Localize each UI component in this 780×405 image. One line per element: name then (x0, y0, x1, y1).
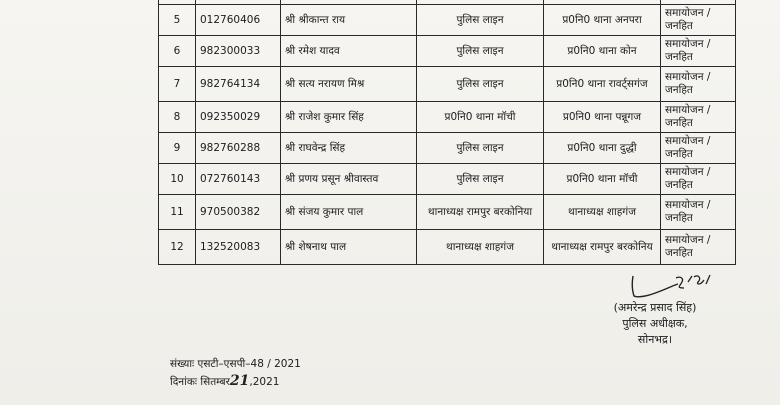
serial-number-cell: 7 (159, 67, 196, 102)
id-number-cell: 970500382 (196, 195, 281, 230)
to-post-cell: प्र0नि0 थाना मॉची (544, 164, 661, 195)
remark-cell (661, 36, 736, 67)
remark-line-2: जनहित (665, 179, 693, 191)
remark-cell (661, 133, 736, 164)
remark-cell (661, 102, 736, 133)
officer-name-cell: श्री संजय कुमार पाल (281, 195, 417, 230)
from-post-cell: पुलिस लाइन (417, 67, 544, 102)
remark-line-2: जनहित (665, 212, 693, 224)
id-number-cell: 982760288 (196, 133, 281, 164)
remark-line-1: समायोजन / (665, 199, 711, 211)
to-post-cell: प्र0नि0 थाना अनपरा (544, 5, 661, 36)
remark-cell (661, 195, 736, 230)
remark-line-2: जनहित (665, 20, 693, 32)
table-row (159, 67, 736, 102)
table-row (159, 36, 736, 67)
reference-block (170, 356, 301, 391)
id-number-cell: 072760143 (196, 164, 281, 195)
officer-name-cell: श्री प्रणय प्रसून श्रीवास्तव (281, 164, 417, 195)
remark-line-2: जनहित (665, 51, 693, 63)
serial-number-cell: 6 (159, 36, 196, 67)
id-number-cell: 982300033 (196, 36, 281, 67)
officer-name-cell: श्री सत्य नरायण मिश्र (281, 67, 417, 102)
officer-name-cell: श्री श्रीकान्त राय (281, 5, 417, 36)
to-post-cell: प्र0नि0 थाना रावर्ट्सगंज (544, 67, 661, 102)
officer-name-cell: श्री शेषनाथ पाल (281, 230, 417, 265)
signature-block (585, 300, 725, 348)
from-post-cell: पुलिस लाइन (417, 5, 544, 36)
handwritten-day: 21 (229, 373, 250, 389)
officer-district: सोनभद्र। (637, 333, 673, 346)
serial-number-cell: 12 (159, 230, 196, 265)
serial-number-cell: 5 (159, 5, 196, 36)
remark-line-2: जनहित (665, 148, 693, 160)
id-number-cell: 132520083 (196, 230, 281, 265)
table-row (159, 102, 736, 133)
table-row (159, 5, 736, 36)
to-post-cell: प्र0नि0 थाना पन्नूगज (544, 102, 661, 133)
reference-date: दिनांकः सितम्बर21,2021 (170, 373, 280, 389)
remark-cell (661, 230, 736, 265)
from-post-cell: पुलिस लाइन (417, 133, 544, 164)
remark-line-1: समायोजन / (665, 104, 711, 116)
remark-line-2: जनहित (665, 84, 693, 96)
to-post-cell: थानाध्यक्ष शाहगंज (544, 195, 661, 230)
id-number-cell: 092350029 (196, 102, 281, 133)
transfer-table (158, 0, 736, 265)
from-post-cell: थानाध्यक्ष शाहगंज (417, 230, 544, 265)
to-post-cell: प्र0नि0 थाना कोन (544, 36, 661, 67)
serial-number-cell: 10 (159, 164, 196, 195)
remark-cell (661, 164, 736, 195)
from-post-cell: प्र0नि0 थाना मॉची (417, 102, 544, 133)
remark-line-1: समायोजन / (665, 135, 711, 147)
officer-name: (अमरेन्द्र प्रसाद सिंह) (613, 301, 697, 314)
from-post-cell: पुलिस लाइन (417, 164, 544, 195)
reference-number: संख्याः एसटी–एसपी–48 / 2021 (170, 358, 301, 370)
remark-cell (661, 5, 736, 36)
to-post-cell: प्र0नि0 थाना दुद्धी (544, 133, 661, 164)
officer-name-cell: श्री राजेश कुमार सिंह (281, 102, 417, 133)
signature-scribble (588, 272, 718, 302)
remark-line-1: समायोजन / (665, 7, 711, 19)
table-row (159, 195, 736, 230)
officer-designation: पुलिस अधीक्षक, (622, 317, 688, 330)
id-number-cell: 982764134 (196, 67, 281, 102)
officer-name-cell: श्री रमेश यादव (281, 36, 417, 67)
to-post-cell: थानाध्यक्ष रामपुर बरकोनिय (544, 230, 661, 265)
remark-line-1: समायोजन / (665, 166, 711, 178)
serial-number-cell: 9 (159, 133, 196, 164)
officer-name-cell: श्री राघवेन्द्र सिंह (281, 133, 417, 164)
remark-line-1: समायोजन / (665, 38, 711, 50)
remark-line-2: जनहित (665, 247, 693, 259)
remark-line-1: समायोजन / (665, 234, 711, 246)
table-row (159, 164, 736, 195)
id-number-cell: 012760406 (196, 5, 281, 36)
remark-line-2: जनहित (665, 117, 693, 129)
remark-cell (661, 67, 736, 102)
remark-line-1: समायोजन / (665, 71, 711, 83)
from-post-cell: थानाध्यक्ष रामपुर बरकोनिया (417, 195, 544, 230)
table-row (159, 230, 736, 265)
table-row (159, 133, 736, 164)
from-post-cell: पुलिस लाइन (417, 36, 544, 67)
serial-number-cell: 11 (159, 195, 196, 230)
serial-number-cell: 8 (159, 102, 196, 133)
